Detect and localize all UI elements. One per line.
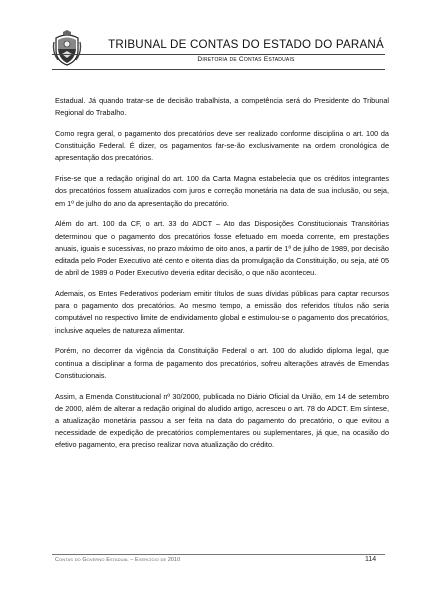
paragraph: Como regra geral, o pagamento dos precatórios deve ser realizado conforme disciplina o art. 100 da Constituição Federal. É dizer, os pagamentos far-se-ão exclusivamente na ordem cronológica de apresentação dos precatórios.: [55, 129, 389, 163]
header-bottom-divider: [52, 69, 385, 70]
page-header: [0, 0, 432, 90]
page-number: 114: [365, 556, 377, 563]
paragraph: Além do art. 100 da CF, o art. 33 do ADCT – Ato das Disposições Constitucionais Transitórias determinou que o pagamento dos precatórios fosse efetuado em moeda corrente, em prestações anuais, iguais e sucessivas, no prazo máximo de oito anos, a partir de 1º de julho de 1989, por decisão editada pelo Poder Executivo até cento e oitenta dias da promulgação da Constituição, ou seja, até 05 de abril de 1989 o Poder Executivo deveria editar decisão, o que não aconteceu.: [55, 219, 389, 278]
footer-divider: [52, 554, 385, 555]
paragraph: Ademais, os Entes Federativos poderiam emitir títulos de suas dívidas públicas para captar recursos para o pagamento dos precatórios. Ao mesmo tempo, a emissão dos referidos títulos não seria computável no respectivo limite de endividamento global e estimulou-se o pagamento dos precatórios, inclusive aqueles de natureza alimentar.: [55, 289, 389, 335]
paragraph: Estadual. Já quando tratar-se de decisão trabalhista, a competência será do Presidente do Tribunal Regional do Trabalho.: [55, 96, 389, 118]
department-subtitle: Diretoria de Contas Estaduais: [197, 56, 295, 63]
document-body: [55, 95, 389, 460]
footer-text: Contas do Governo Estadual – Exercício de 2010: [55, 557, 181, 563]
paragraph: Assim, a Emenda Constitucional nº 30/2000, publicada no Diário Oficial da União, em 14 de setembro de 2000, além de alterar a redação original do aludido artigo, acresceu o art. 78 do ADCT. Em síntese, a atualização monetária passou a ser feita na data do pagamento do precatório, o que evitou a necessidade de expedição de precatórios complementares ou suplementares, já que, na ocasião do efetivo pagamento, era preciso realizar nova atualização do crédito.: [55, 391, 389, 450]
header-divider: [52, 54, 385, 55]
institution-title: TRIBUNAL DE CONTAS DO ESTADO DO PARANÁ: [108, 38, 384, 51]
paragraph: Frise-se que a redação original do art. 100 da Carta Magna estabelecia que os créditos integrantes dos precatórios fossem atualizados com juros e correção monetária na data de sua inclusão, ou seja, em 1º de julho do ano da apresentação do precatório.: [55, 174, 389, 208]
paragraph: Porém, no decorrer da vigência da Constituição Federal o art. 100 do aludido diploma legal, que continua a disciplinar a forma de pagamento dos precatórios, sofreu alterações através de Emendas Constitucionais.: [55, 346, 389, 380]
parana-coat-of-arms-icon: [52, 30, 82, 66]
